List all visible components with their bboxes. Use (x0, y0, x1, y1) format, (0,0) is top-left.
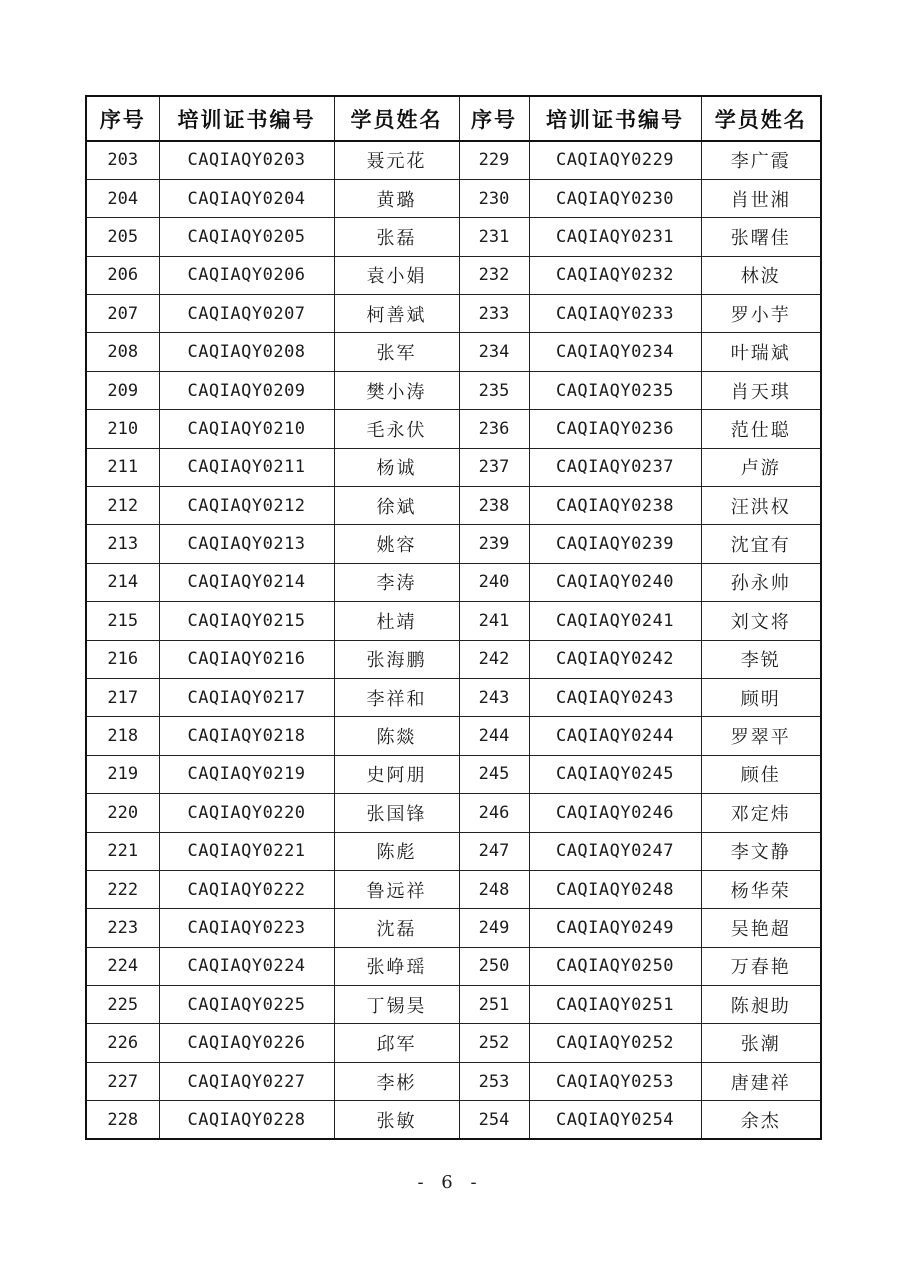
name-cell: 陈昶助 (701, 986, 821, 1024)
name-cell: 陈彪 (334, 832, 459, 870)
name-cell: 孙永帅 (701, 563, 821, 601)
table-row (86, 487, 821, 525)
name-cell: 张敏 (334, 1101, 459, 1139)
col-header-serial-right: 序号 (459, 96, 529, 141)
name-cell: 杜靖 (334, 602, 459, 640)
col-header-certificate-right: 培训证书编号 (529, 96, 701, 141)
serial-cell: 205 (86, 218, 159, 256)
serial-cell: 245 (459, 755, 529, 793)
name-cell: 聂元花 (334, 141, 459, 179)
cert-cell: CAQIAQY0225 (159, 986, 334, 1024)
name-cell: 张潮 (701, 1024, 821, 1062)
serial-cell: 251 (459, 986, 529, 1024)
cert-cell: CAQIAQY0224 (159, 947, 334, 985)
table-row (86, 1024, 821, 1062)
serial-cell: 216 (86, 640, 159, 678)
table-row (86, 986, 821, 1024)
serial-cell: 248 (459, 870, 529, 908)
table-row (86, 525, 821, 563)
serial-cell: 226 (86, 1024, 159, 1062)
name-cell: 史阿朋 (334, 755, 459, 793)
serial-cell: 213 (86, 525, 159, 563)
cert-cell: CAQIAQY0207 (159, 295, 334, 333)
name-cell: 李文静 (701, 832, 821, 870)
serial-cell: 247 (459, 832, 529, 870)
table-row (86, 256, 821, 294)
cert-cell: CAQIAQY0245 (529, 755, 701, 793)
cert-cell: CAQIAQY0217 (159, 678, 334, 716)
name-cell: 李广霞 (701, 141, 821, 179)
serial-cell: 225 (86, 986, 159, 1024)
serial-cell: 238 (459, 487, 529, 525)
cert-cell: CAQIAQY0230 (529, 179, 701, 217)
cert-cell: CAQIAQY0248 (529, 870, 701, 908)
name-cell: 罗小芋 (701, 295, 821, 333)
cert-cell: CAQIAQY0208 (159, 333, 334, 371)
table-row (86, 717, 821, 755)
serial-cell: 223 (86, 909, 159, 947)
cert-cell: CAQIAQY0220 (159, 794, 334, 832)
serial-cell: 243 (459, 678, 529, 716)
cert-cell: CAQIAQY0212 (159, 487, 334, 525)
serial-cell: 206 (86, 256, 159, 294)
name-cell: 陈燚 (334, 717, 459, 755)
table-row (86, 141, 821, 179)
serial-cell: 246 (459, 794, 529, 832)
cert-cell: CAQIAQY0219 (159, 755, 334, 793)
col-header-certificate-left: 培训证书编号 (159, 96, 334, 141)
cert-cell: CAQIAQY0247 (529, 832, 701, 870)
cert-cell: CAQIAQY0240 (529, 563, 701, 601)
name-cell: 张磊 (334, 218, 459, 256)
cert-cell: CAQIAQY0232 (529, 256, 701, 294)
name-cell: 林波 (701, 256, 821, 294)
serial-cell: 227 (86, 1062, 159, 1100)
serial-cell: 241 (459, 602, 529, 640)
serial-cell: 237 (459, 448, 529, 486)
serial-cell: 217 (86, 678, 159, 716)
cert-cell: CAQIAQY0244 (529, 717, 701, 755)
table-row (86, 1101, 821, 1139)
serial-cell: 219 (86, 755, 159, 793)
name-cell: 余杰 (701, 1101, 821, 1139)
serial-cell: 228 (86, 1101, 159, 1139)
serial-cell: 204 (86, 179, 159, 217)
table-row (86, 640, 821, 678)
cert-cell: CAQIAQY0221 (159, 832, 334, 870)
name-cell: 叶瑞斌 (701, 333, 821, 371)
cert-cell: CAQIAQY0204 (159, 179, 334, 217)
serial-cell: 208 (86, 333, 159, 371)
name-cell: 杨诚 (334, 448, 459, 486)
cert-cell: CAQIAQY0252 (529, 1024, 701, 1062)
name-cell: 袁小娟 (334, 256, 459, 294)
name-cell: 顾明 (701, 678, 821, 716)
cert-cell: CAQIAQY0236 (529, 410, 701, 448)
cert-cell: CAQIAQY0246 (529, 794, 701, 832)
serial-cell: 235 (459, 371, 529, 409)
table-row (86, 870, 821, 908)
name-cell: 汪洪权 (701, 487, 821, 525)
name-cell: 刘文将 (701, 602, 821, 640)
serial-cell: 218 (86, 717, 159, 755)
serial-cell: 249 (459, 909, 529, 947)
serial-cell: 221 (86, 832, 159, 870)
name-cell: 张曙佳 (701, 218, 821, 256)
serial-cell: 252 (459, 1024, 529, 1062)
cert-cell: CAQIAQY0235 (529, 371, 701, 409)
cert-cell: CAQIAQY0237 (529, 448, 701, 486)
cert-cell: CAQIAQY0242 (529, 640, 701, 678)
table-row (86, 295, 821, 333)
name-cell: 黄璐 (334, 179, 459, 217)
table-row (86, 832, 821, 870)
cert-cell: CAQIAQY0233 (529, 295, 701, 333)
name-cell: 张峥瑶 (334, 947, 459, 985)
serial-cell: 244 (459, 717, 529, 755)
cert-cell: CAQIAQY0253 (529, 1062, 701, 1100)
serial-cell: 224 (86, 947, 159, 985)
cert-cell: CAQIAQY0234 (529, 333, 701, 371)
table-row (86, 410, 821, 448)
cert-cell: CAQIAQY0243 (529, 678, 701, 716)
serial-cell: 232 (459, 256, 529, 294)
table-row (86, 1062, 821, 1100)
serial-cell: 212 (86, 487, 159, 525)
serial-cell: 214 (86, 563, 159, 601)
page-number: - 6 - (417, 1172, 483, 1193)
name-cell: 杨华荣 (701, 870, 821, 908)
name-cell: 罗翠平 (701, 717, 821, 755)
cert-cell: CAQIAQY0206 (159, 256, 334, 294)
serial-cell: 229 (459, 141, 529, 179)
cert-cell: CAQIAQY0231 (529, 218, 701, 256)
serial-cell: 207 (86, 295, 159, 333)
roster-table (85, 95, 822, 1140)
cert-cell: CAQIAQY0254 (529, 1101, 701, 1139)
table-row (86, 371, 821, 409)
serial-cell: 231 (459, 218, 529, 256)
serial-cell: 210 (86, 410, 159, 448)
name-cell: 邱军 (334, 1024, 459, 1062)
table-row (86, 794, 821, 832)
name-cell: 姚容 (334, 525, 459, 563)
name-cell: 顾佳 (701, 755, 821, 793)
cert-cell: CAQIAQY0249 (529, 909, 701, 947)
name-cell: 张国锋 (334, 794, 459, 832)
name-cell: 卢游 (701, 448, 821, 486)
name-cell: 肖世湘 (701, 179, 821, 217)
table-row (86, 448, 821, 486)
cert-cell: CAQIAQY0218 (159, 717, 334, 755)
table-row (86, 333, 821, 371)
serial-cell: 222 (86, 870, 159, 908)
serial-cell: 250 (459, 947, 529, 985)
cert-cell: CAQIAQY0222 (159, 870, 334, 908)
cert-cell: CAQIAQY0203 (159, 141, 334, 179)
name-cell: 范仕聪 (701, 410, 821, 448)
name-cell: 李锐 (701, 640, 821, 678)
cert-cell: CAQIAQY0205 (159, 218, 334, 256)
cert-cell: CAQIAQY0211 (159, 448, 334, 486)
serial-cell: 240 (459, 563, 529, 601)
serial-cell: 236 (459, 410, 529, 448)
table-row (86, 563, 821, 601)
name-cell: 万春艳 (701, 947, 821, 985)
header-row (86, 96, 821, 141)
cert-cell: CAQIAQY0241 (529, 602, 701, 640)
table-row (86, 218, 821, 256)
cert-cell: CAQIAQY0215 (159, 602, 334, 640)
cert-cell: CAQIAQY0226 (159, 1024, 334, 1062)
cert-cell: CAQIAQY0223 (159, 909, 334, 947)
name-cell: 邓定炜 (701, 794, 821, 832)
name-cell: 沈宜有 (701, 525, 821, 563)
serial-cell: 220 (86, 794, 159, 832)
col-header-name-right: 学员姓名 (701, 96, 821, 141)
serial-cell: 254 (459, 1101, 529, 1139)
serial-cell: 215 (86, 602, 159, 640)
table-row (86, 602, 821, 640)
name-cell: 樊小涛 (334, 371, 459, 409)
cert-cell: CAQIAQY0239 (529, 525, 701, 563)
cert-cell: CAQIAQY0227 (159, 1062, 334, 1100)
table-row (86, 909, 821, 947)
table-row (86, 179, 821, 217)
cert-cell: CAQIAQY0214 (159, 563, 334, 601)
cert-cell: CAQIAQY0216 (159, 640, 334, 678)
name-cell: 张军 (334, 333, 459, 371)
table-row (86, 947, 821, 985)
name-cell: 吴艳超 (701, 909, 821, 947)
cert-cell: CAQIAQY0210 (159, 410, 334, 448)
name-cell: 毛永伏 (334, 410, 459, 448)
cert-cell: CAQIAQY0213 (159, 525, 334, 563)
cert-cell: CAQIAQY0209 (159, 371, 334, 409)
serial-cell: 230 (459, 179, 529, 217)
serial-cell: 203 (86, 141, 159, 179)
serial-cell: 242 (459, 640, 529, 678)
name-cell: 李彬 (334, 1062, 459, 1100)
name-cell: 肖天琪 (701, 371, 821, 409)
cert-cell: CAQIAQY0228 (159, 1101, 334, 1139)
cert-cell: CAQIAQY0251 (529, 986, 701, 1024)
table-row (86, 678, 821, 716)
serial-cell: 234 (459, 333, 529, 371)
name-cell: 鲁远祥 (334, 870, 459, 908)
serial-cell: 209 (86, 371, 159, 409)
name-cell: 李祥和 (334, 678, 459, 716)
cert-cell: CAQIAQY0238 (529, 487, 701, 525)
serial-cell: 211 (86, 448, 159, 486)
name-cell: 李涛 (334, 563, 459, 601)
serial-cell: 253 (459, 1062, 529, 1100)
name-cell: 徐斌 (334, 487, 459, 525)
serial-cell: 233 (459, 295, 529, 333)
col-header-name-left: 学员姓名 (334, 96, 459, 141)
cert-cell: CAQIAQY0229 (529, 141, 701, 179)
name-cell: 柯善斌 (334, 295, 459, 333)
name-cell: 丁锡昊 (334, 986, 459, 1024)
name-cell: 张海鹏 (334, 640, 459, 678)
name-cell: 唐建祥 (701, 1062, 821, 1100)
cert-cell: CAQIAQY0250 (529, 947, 701, 985)
table-row (86, 755, 821, 793)
name-cell: 沈磊 (334, 909, 459, 947)
col-header-serial-left: 序号 (86, 96, 159, 141)
serial-cell: 239 (459, 525, 529, 563)
